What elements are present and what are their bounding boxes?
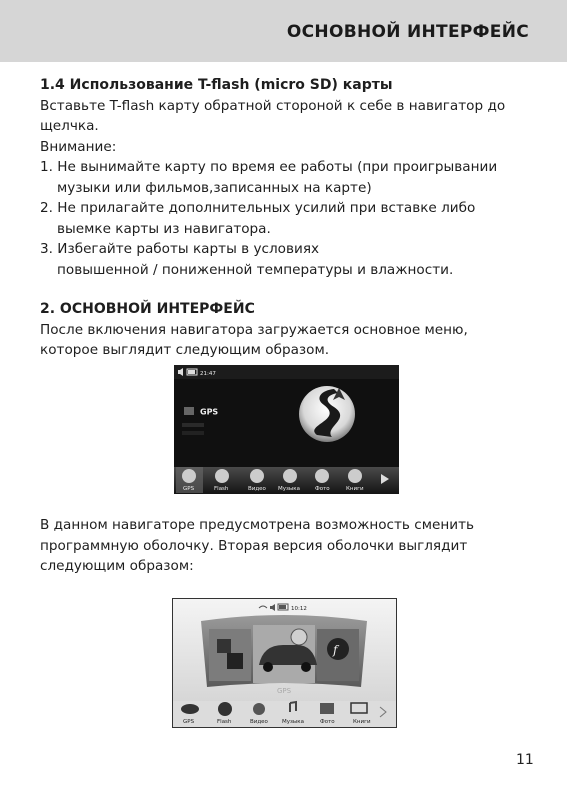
- list-item-continuation: музыки или фильмов,записанных на карте): [57, 179, 372, 196]
- svg-text:f: f: [333, 643, 338, 657]
- gps-list-icon: [184, 407, 194, 415]
- page-header-title: ОСНОВНОЙ ИНТЕРФЕЙС: [286, 22, 529, 42]
- dock-label: Книги: [353, 719, 371, 725]
- list-item-continuation: выемке карты из навигатора.: [57, 220, 271, 237]
- list-item: 2. Не прилагайте дополнительных усилий при вставке либо: [40, 200, 476, 216]
- flash-panel[interactable]: [317, 629, 359, 681]
- note-label: Внимание:: [40, 138, 117, 155]
- gps-road-icon[interactable]: [299, 386, 355, 442]
- dock-label: Flash: [217, 719, 232, 725]
- dock-label: GPS: [183, 719, 195, 725]
- dock-label: Видео: [248, 486, 266, 492]
- paragraph-line: щелчка.: [40, 118, 99, 134]
- dock-music-icon[interactable]: [283, 469, 297, 483]
- main-menu-screenshot: [174, 365, 399, 494]
- page-number: 11: [516, 752, 534, 768]
- paragraph-line: следующим образом:: [40, 558, 194, 574]
- status-time: 10:12: [291, 606, 307, 612]
- paragraph-line: Вставьте T-flash карту обратной стороной к себе в навигатор до: [40, 97, 506, 114]
- dock-gps-icon[interactable]: [181, 704, 199, 714]
- paragraph-line: которое выглядит следующим образом.: [40, 342, 330, 358]
- dock-label: GPS: [183, 486, 195, 492]
- dice-panel[interactable]: [209, 629, 251, 681]
- dock-photo-icon[interactable]: [320, 703, 334, 714]
- paragraph-line: В данном навигаторе предусмотрена возможность сменить: [40, 517, 474, 533]
- dock-photo-icon[interactable]: [315, 469, 329, 483]
- dock-label: Книги: [346, 486, 364, 492]
- dock-gps-icon[interactable]: [182, 469, 196, 483]
- paragraph-line: После включения навигатора загружается основное меню,: [40, 321, 468, 338]
- section-1-4-title: 1.4 Использование T-flash (micro SD) карты: [40, 77, 393, 93]
- dock-label: Flash: [214, 486, 229, 492]
- list-item: 1. Не вынимайте карту по время ее работы (при проигрывании: [40, 159, 498, 175]
- status-time: 21:47: [200, 371, 216, 377]
- dock-label: Музыка: [278, 486, 300, 492]
- paragraph-line: программную оболочку. Вторая версия оболочки выглядит: [40, 537, 468, 554]
- dock-label: Видео: [250, 719, 268, 725]
- center-app-label: GPS: [277, 687, 292, 695]
- car-gps-panel[interactable]: [253, 625, 317, 683]
- dock-books-icon[interactable]: [348, 469, 362, 483]
- dock-flash-icon[interactable]: [215, 469, 229, 483]
- dock-label: Фото: [315, 486, 330, 492]
- dock-label: Музыка: [282, 719, 304, 725]
- dock-flash-icon[interactable]: [218, 702, 232, 716]
- dock-video-icon[interactable]: [250, 469, 264, 483]
- list-item-continuation: повышенной / пониженной температуры и влажности.: [57, 261, 454, 278]
- page-content: [40, 75, 540, 361]
- alt-shell-screenshot: [172, 598, 397, 728]
- list-item: 3. Избегайте работы карты в условиях: [40, 241, 320, 257]
- dock-label: Фото: [320, 719, 335, 725]
- dock-video-icon[interactable]: [253, 703, 265, 715]
- section-2-title: 2. ОСНОВНОЙ ИНТЕРФЕЙС: [40, 301, 255, 317]
- selected-app-label: GPS: [200, 407, 219, 417]
- paragraph-block: [40, 515, 540, 577]
